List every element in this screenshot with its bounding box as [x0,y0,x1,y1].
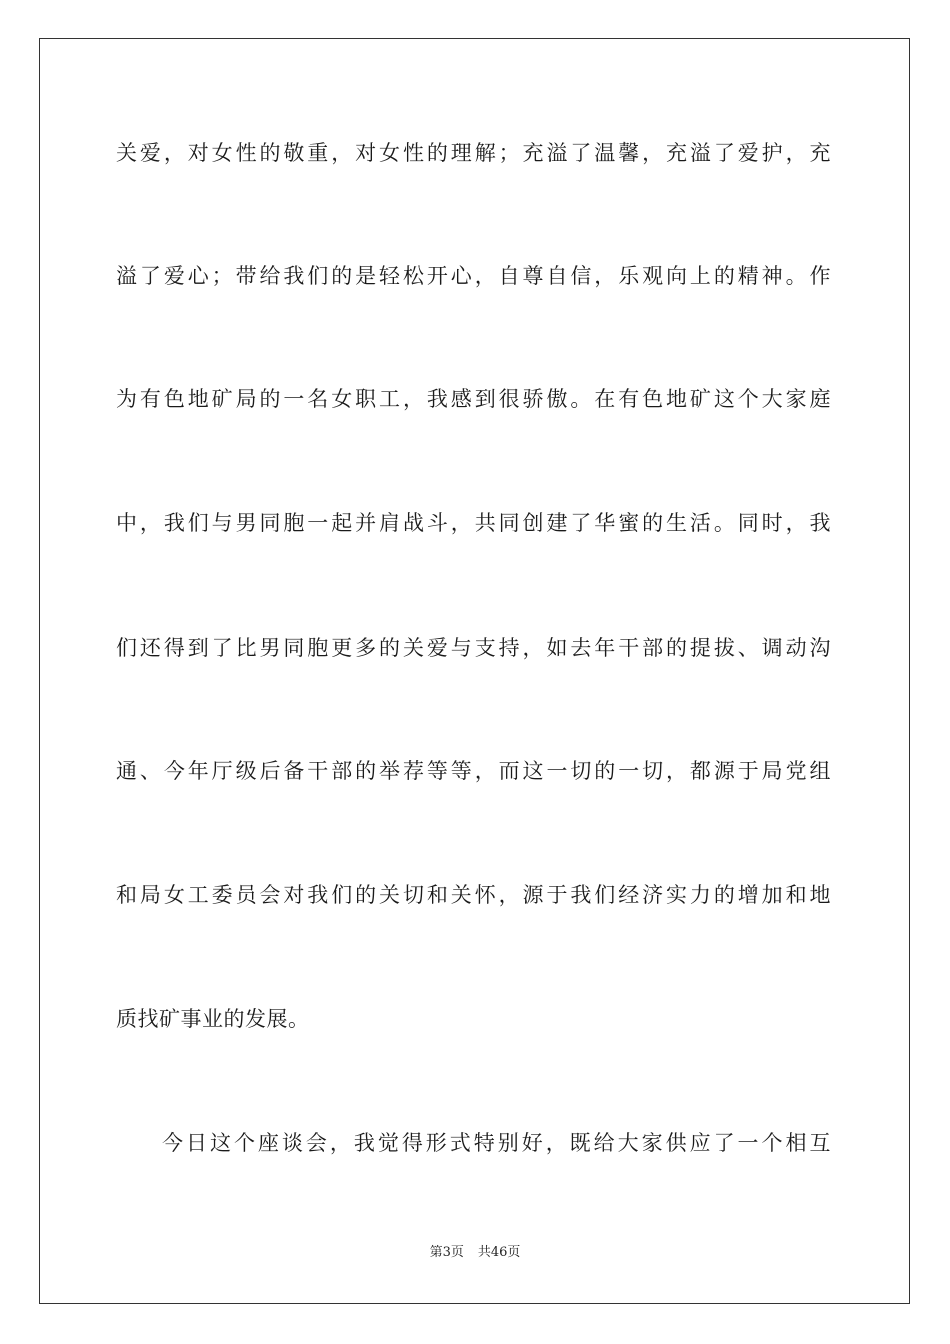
body-text-line-6: 通、今年厅级后备干部的举荐等等，而这一切的一切，都源于局党组 [116,759,831,783]
page-border [39,38,910,1304]
body-text-line-8: 质找矿事业的发展。 [116,1007,310,1031]
body-text-line-7: 和局女工委员会对我们的关切和关怀，源于我们经济实力的增加和地 [116,883,831,907]
body-text-line-5: 们还得到了比男同胞更多的关爱与支持，如去年干部的提拔、调动沟 [116,636,831,660]
paragraph-2-first-line: 今日这个座谈会，我觉得形式特别好，既给大家供应了一个相互 [162,1131,831,1155]
body-text-line-3: 为有色地矿局的一名女职工，我感到很骄傲。在有色地矿这个大家庭 [116,387,831,411]
body-text-line-2: 溢了爱心；带给我们的是轻松开心，自尊自信，乐观向上的精神。作 [116,264,831,288]
page-number: 第3页 [429,1245,464,1260]
body-text-line-1: 关爱，对女性的敬重，对女性的理解；充溢了温馨，充溢了爱护，充 [116,141,831,165]
body-text-line-4: 中，我们与男同胞一起并肩战斗，共同创建了华蜜的生活。同时，我 [116,511,831,535]
page-footer [0,1244,950,1262]
page-total: 共46页 [477,1245,521,1260]
